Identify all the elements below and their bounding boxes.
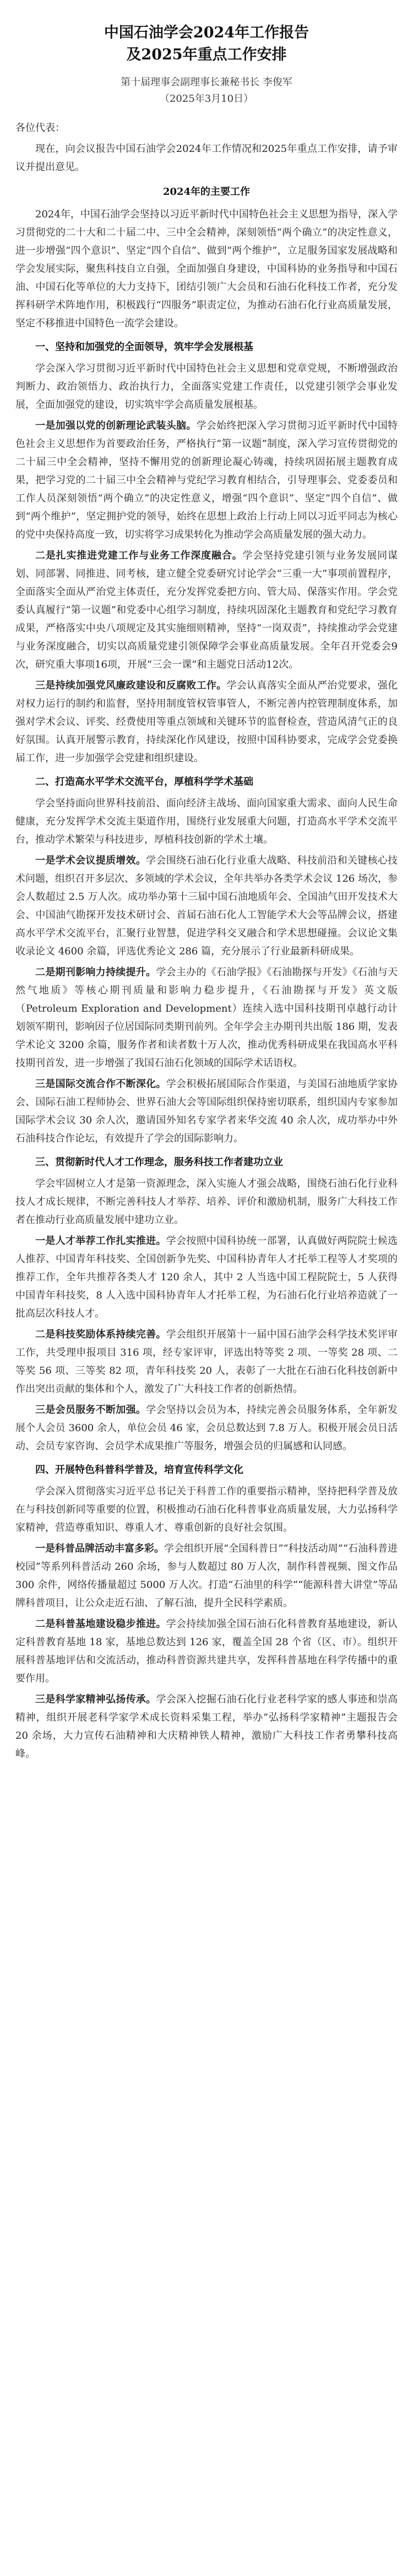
heading-party-leadership: 一、坚持和加强党的全面领导，筑牢学会发展根基 — [35, 341, 253, 353]
paragraph — [15, 547, 398, 674]
paragraph — [15, 1615, 398, 1688]
paragraph-lead: 二是科技奖励体系持续完善。 — [35, 1329, 166, 1340]
paragraph-body: 学会组织开展第十一届中国石油学会科学技术奖评审工作，共受理申报项目 316 项，经专家评审，评选出特等奖 2 项、一等奖 28 项、二等奖 56 项、三等奖 82 项，青年科技奖 20 人，表彰了一大批在石油石化科技创新中作出突出贡献的集体和个人，激发了广大科技工作者的创新热情。 — [15, 1329, 398, 1395]
paragraph-body: 学会持续加强全国石油石化科普教育基地建设，新认定科普教育基地 18 家，基地总数达到 126 家，覆盖全国 28 个省（区、市）。组织开展科普基地评估和交流活动，推动科普资源共建共享，发挥科普基地在科学传播中的重要作用。 — [15, 1618, 398, 1684]
report-date: （2025年3月10日） — [159, 93, 254, 105]
paragraph-body: 学会主办的《石油学报》《石油勘探与开发》《石油与天然气地质》等核心期刊质量和影响力稳步提升，《石油勘探与开发》英文版（Petroleum Exploration and Development）连续入选中国科技期刊卓越行动计划领军期刊，影响因子位居国际同类期刊前列。全年学会主办期刊共出版 186 期，发表学术论文 3200 余篇，服务作者和读者数十万人次，推动优秀科研成果在我国高水平科技期刊首发，进一步增强了我国石油石化领域的国际学术话语权。 — [15, 967, 398, 1069]
paragraph-body: 学会始终把深入学习贯彻习近平新时代中国特色社会主义思想作为首要政治任务，严格执行“第一议题”制度，深入学习宣传贯彻党的二十届三中全会精神，坚持不懈用党的创新理论凝心铸魂，持续巩固拓展主题教育成果，把学习党的二十届三中全会精神与党纪学习教育相结合，引导理事会、党委委员和工作人员深刻领悟“两个确立”的决定性意义，增强“四个意识”、坚定“四个自信”、做到“两个维护”，坚定拥护党的领导，始终在思想上政治上行动上同以习近平同志为核心的党中央保持高度一致，切实将学习成果转化为推动学会高质量发展的强大动力。 — [15, 420, 398, 541]
heading-academic-exchange: 二、打造高水平学术交流平台，厚植科学学术基础 — [35, 776, 253, 788]
paragraph: 学会坚持面向世界科技前沿、面向经济主战场、面向国家重大需求、面向人民生命健康，充分发挥学术交流主渠道作用，围绕行业发展重大问题，打造高水平学术交流平台，推动学术繁荣与科技进步，厚植科技创新的学术土壤。 — [15, 798, 398, 845]
paragraph — [15, 852, 398, 960]
paragraph-lead: 三是科学家精神弘扬传承。 — [35, 1694, 156, 1705]
heading-science-popularization: 四、开展特色科普科学普及，培育宣传科学文化 — [35, 1464, 243, 1476]
salutation: 各位代表： — [15, 122, 65, 134]
paragraph — [15, 676, 398, 767]
paragraph-lead: 一是人才举荐工作扎实推进。 — [35, 1235, 166, 1247]
intro-paragraph: 现在，向会议报告中国石油学会2024年工作情况和2025年重点工作安排，请予审议并提出意见。 — [15, 143, 398, 173]
paragraph-body: 学会坚持党建引领与业务发展同谋划、同部署、同推进、同考核，建立健全党委研究讨论学会“三重一大”事项前置程序，全面落实全面从严治党主体责任，充分发挥党委把方向、管大局、保落实作用。学会党委认真履行“第一议题”和党委中心组学习制度，持续巩固深化主题教育和党纪学习教育成果，严格落实中央八项规定及其实施细则精神，坚持“一岗双责”，持续推动学会党建与业务深度融合，切实以高质量党建引领保障学会事业高质量发展。全年召开党委会9次，研究重大事项16项，开展“三会一课”和主题党日活动12次。 — [15, 550, 398, 670]
heading-talent-work: 三、贯彻新时代人才工作理念，服务科技工作者建功立业 — [35, 1156, 283, 1168]
paragraph-lead: 一是学术会议提质增效。 — [35, 855, 146, 866]
paragraph-body: 学会积极拓展国际合作渠道，与美国石油地质学家协会、国际石油工程师协会、世界石油大会等国际组织保持密切联系，组织国内专家参加国际学术会议 30 余人次，邀请国外知名专家学者来华交流 40 余人次，成功举办中外石油科技合作论坛，有效提升了学会的国际影响力。 — [15, 1078, 398, 1144]
paragraph-body: 学会按照中国科协统一部署，认真做好两院院士候选人推荐、中国青年科技奖、全国创新争先奖、中国科协青年人才托举工程等人才奖项的推荐工作，全年共推荐各类人才 120 余人，其中 2 人当选中国工程院院士，5 人获得中国青年科技奖，8 人入选中国科协青年人才托举工程，为石油石化行业培养造就了一批高层次科技人才。 — [15, 1235, 398, 1319]
paragraph-body: 学会认真落实全面从严治党要求，强化对权力运行的制约和监督，坚持用制度管权管事管人，不断完善内控管理制度体系，加强对学术会议、评奖、经费使用等重点领域和关键环节的监督检查，营造风清气正的良好氛围。认真开展警示教育，持续深化作风建设，按照中国科协要求，完成学会党委换届工作，进一步加强学会党建和组织建设。 — [15, 680, 398, 764]
paragraph-lead: 二是扎实推进党建工作与业务工作深度融合。 — [35, 550, 243, 561]
paragraph — [15, 1325, 398, 1398]
paragraph-lead: 二是期刊影响力持续提升。 — [35, 967, 156, 978]
paragraph — [15, 1075, 398, 1148]
section-intro-paragraph: 2024年，中国石油学会坚持以习近平新时代中国特色社会主义思想为指导，深入学习贯彻党的二十大和二十届二中、三中全会精神，深刻领悟“两个确立”的决定性意义，进一步增强“四个意识”、坚定“四个自信”、做到“两个维护”，立足服务国家发展战略和学会发展实际，聚焦科技自立自强，全面加强自身建设，中国科协的业务指导和中国石油、中国石化等单位的大力支持下，团结引领广大会员和石油石化科技工作者，充分发挥科研学术阵地作用，积极践行“四服务”职责定位，为推动石油石化行业高质量发展，坚定不移推进中国特色一流学会建设。 — [15, 209, 398, 329]
paragraph-lead: 三是持续加强党风廉政建设和反腐败工作。 — [35, 680, 227, 691]
paragraph-body: 学会深入挖掘石油石化行业老科学家的感人事迹和崇高精神，组织开展老科学家学术成长资料采集工程，举办“弘扬科学家精神”主题报告会 20 余场，大力宣传石油精神和大庆精神铁人精神，激励广大科技工作者勇攀科技高峰。 — [15, 1694, 398, 1760]
paragraph — [15, 1690, 398, 1763]
paragraph — [15, 1401, 398, 1455]
paragraph — [15, 1540, 398, 1612]
paragraph-lead: 三是国际交流合作不断深化。 — [35, 1078, 166, 1090]
title-line-2: 及2025年重点工作安排 — [126, 46, 287, 63]
title-line-1: 中国石油学会2024年工作报告 — [104, 24, 309, 41]
paragraph-lead: 三是会员服务不断加强。 — [35, 1404, 146, 1416]
paragraph-body: 学会坚持以会员为本，持续完善会员服务体系，全年新发展个人会员 3600 余人，单位会员 46 家，会员总数达到 7.8 万人。积极开展会员日活动、会员专家咨询、会员学术成果推广等服务，增强会员的归属感和认同感。 — [15, 1404, 398, 1452]
byline: 第十届理事会副理事长兼秘书长 李俊军 — [121, 77, 292, 88]
paragraph — [15, 1232, 398, 1323]
paragraph-lead: 二是科普基地建设稳步推进。 — [35, 1618, 166, 1630]
paragraph-lead: 一是科普品牌活动丰富多彩。 — [35, 1543, 164, 1554]
paragraph-body: 学会组织开展“全国科普日”“科技活动周”“石油科普进校园”等系列科普活动 260 余场，参与人数超过 80 万人次，制作科普视频、图文作品 300 余件，网络传播量超过 5000 万人次。打造“石油里的科学”“能源科普大讲堂”等品牌科普项目，让公众走近石油、了解石油，提升全民科学素质。 — [15, 1543, 398, 1609]
section-title: 2024年的主要工作 — [162, 186, 251, 198]
paragraph: 学会深入学习贯彻习近平新时代中国特色社会主义思想和党章党规，不断增强政治判断力、政治领悟力、政治执行力，全面落实党建工作责任，以党建引领学会事业发展，全面加强党的建设，切实筑牢学会高质量发展根基。 — [15, 363, 398, 411]
paragraph: 学会牢固树立人才是第一资源理念，深入实施人才强会战略，围绕石油石化行业科技人才成长规律，不断完善科技人才举荐、培养、评价和激励机制，服务广大科技工作者在推动行业高质量发展中建功立业。 — [15, 1178, 398, 1226]
paragraph-lead: 一是加强以党的创新理论武装头脑。 — [35, 420, 197, 432]
paragraph-body: 学会围绕石油石化行业重大战略、科技前沿和关键核心技术问题，组织召开多层次、多领域的学术会议，全年共举办各类学术会议 126 场次，参会人数超过 2.5 万人次。成功举办第十三届中国石油地质年会、全国油气田开发技术大会、中国油气勘探开发技术研讨会、首届石油石化人工智能学术大会等品牌会议，搭建高水平学术交流平台，汇聚行业智慧，促进学科交叉融合和学术思想碰撞。会议论文集收录论文 4600 余篇，评选优秀论文 286 篇，充分展示了行业最新科研成果。 — [15, 855, 398, 957]
paragraph: 学会深入贯彻落实习近平总书记关于科普工作的重要指示精神，坚持把科学普及放在与科技创新同等重要的位置，积极推动石油石化科普事业高质量发展，大力弘扬科学家精神，营造尊重知识、尊重人才、尊重创新的良好社会氛围。 — [15, 1486, 398, 1533]
paragraph — [15, 417, 398, 544]
paragraph — [15, 963, 398, 1072]
